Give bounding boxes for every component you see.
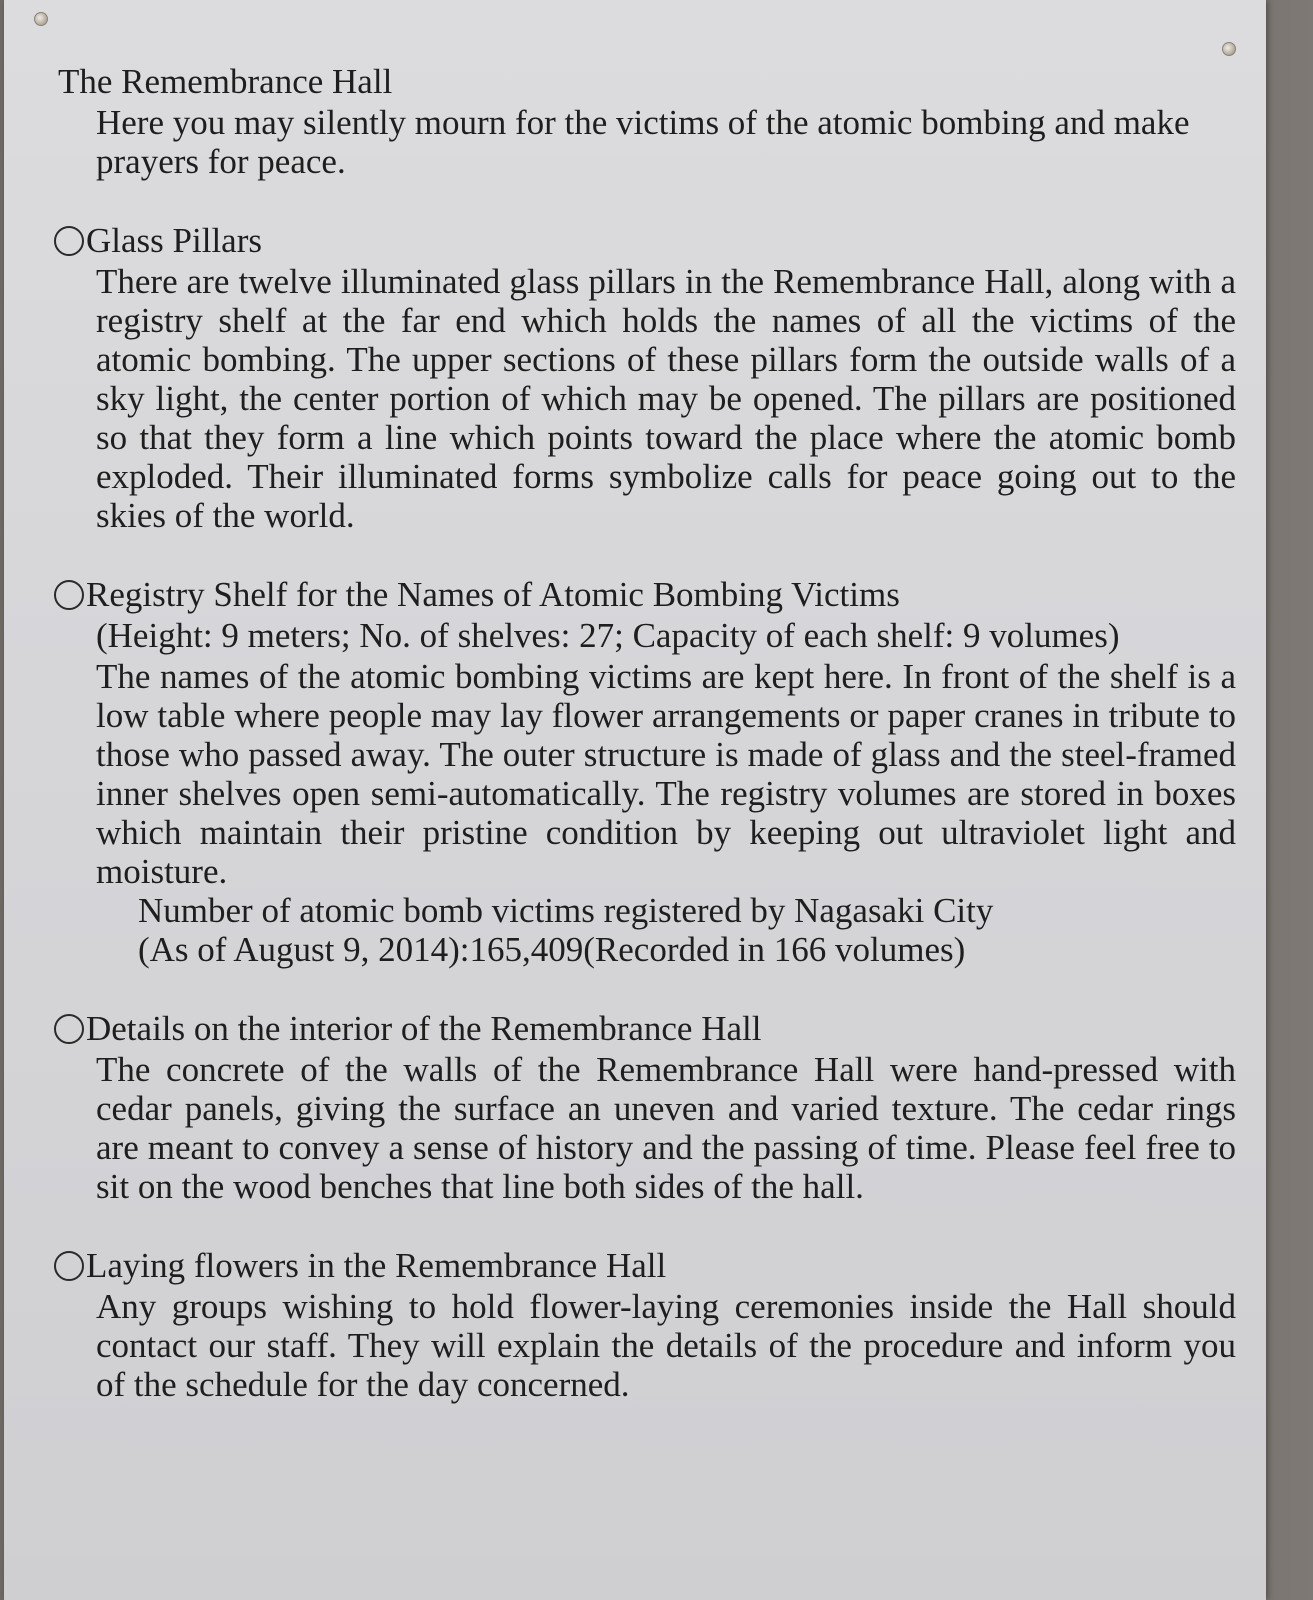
section-heading-text: Registry Shelf for the Names of Atomic Bombing Victims xyxy=(86,575,900,614)
section-heading-text: Laying flowers in the Remembrance Hall xyxy=(86,1246,667,1285)
section-heading xyxy=(54,575,1264,614)
section-body: The concrete of the walls of the Remembrance Hall were hand-pressed with cedar panels, giving the surface an uneven and varied texture. The cedar rings are meant to convey a sense of history and the passing of time. Please feel free to sit on the wood benches that line both sides of the hall. xyxy=(96,1050,1236,1206)
sign-intro: Here you may silently mourn for the victims of the atomic bombing and make prayers for peace. xyxy=(96,103,1190,181)
section-body: There are twelve illuminated glass pillars in the Remembrance Hall, along with a registry shelf at the far end which holds the names of all the victims of the atomic bombing. The upper sections of these pillars form the outside walls of a sky light, the center portion of which may be opened. The pillars are positioned so that they form a line which points toward the place where the atomic bomb exploded. Their illuminated forms symbolize calls for peace going out to the skies of the world. xyxy=(96,262,1236,535)
victim-count-line-1: Number of atomic bomb victims registered by Nagasaki City xyxy=(138,891,994,930)
section-body: Any groups wishing to hold flower-laying ceremonies inside the Hall should contact our staff. They will explain the details of the procedure and inform you of the schedule for the day concerned. xyxy=(96,1287,1236,1404)
circle-bullet-icon xyxy=(54,226,84,256)
section-heading xyxy=(54,1009,1264,1048)
shelf-specifications: (Height: 9 meters; No. of shelves: 27; Capacity of each shelf: 9 volumes) xyxy=(96,616,1120,655)
sign-content xyxy=(54,62,1264,1404)
screw-icon xyxy=(1222,42,1236,56)
section-glass-pillars xyxy=(54,221,1264,535)
sign-board xyxy=(4,0,1266,1600)
victim-count-line-2: (As of August 9, 2014):165,409(Recorded in 166 volumes) xyxy=(138,930,966,969)
sign-title: The Remembrance Hall xyxy=(58,62,393,101)
circle-bullet-icon xyxy=(54,1014,84,1044)
section-interior-details xyxy=(54,1009,1264,1206)
screw-icon xyxy=(34,12,48,26)
section-body: The names of the atomic bombing victims are kept here. In front of the shelf is a low table where people may lay flower arrangements or paper cranes in tribute to those who passed away. The outer structure is made of glass and the steel-framed inner shelves open semi-automatically. The registry volumes are stored in boxes which maintain their pristine condition by keeping out ultraviolet light and moisture. xyxy=(96,657,1236,891)
section-registry-shelf xyxy=(54,575,1264,969)
section-laying-flowers xyxy=(54,1246,1264,1404)
section-heading xyxy=(54,1246,1264,1285)
section-heading-text: Details on the interior of the Remembrance Hall xyxy=(86,1009,762,1048)
section-heading-text: Glass Pillars xyxy=(86,221,262,260)
circle-bullet-icon xyxy=(54,1251,84,1281)
section-heading xyxy=(54,221,1264,260)
circle-bullet-icon xyxy=(54,580,84,610)
